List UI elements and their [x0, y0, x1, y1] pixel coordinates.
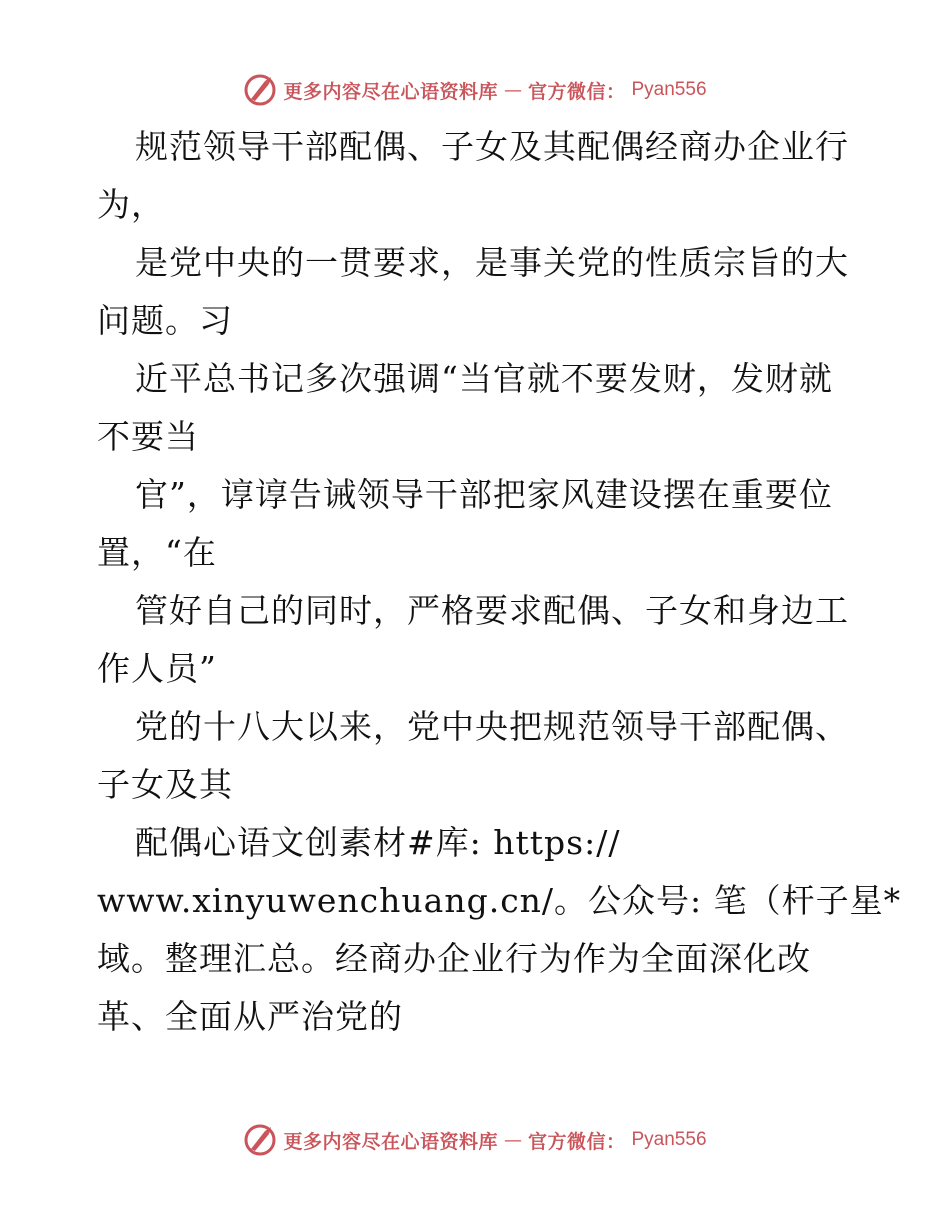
text-line: 近平总书记多次强调“当官就不要发财，发财就: [135, 359, 833, 398]
text-line: 官”，谆谆告诫领导干部把家风建设摆在重要位: [135, 475, 833, 514]
text-line: 问题。习: [97, 301, 233, 340]
text-line: 域。整理汇总。经商办企业行为作为全面深化改: [97, 939, 811, 978]
text-line: 革、全面从严治党的: [97, 997, 403, 1036]
quill-pen-logo-icon: [243, 73, 277, 107]
header-banner: [0, 70, 950, 110]
text-line: 是党中央的一贯要求，是事关党的性质宗旨的大: [135, 243, 849, 282]
text-line: 不要当: [97, 417, 199, 456]
banner-separator: —: [503, 79, 522, 101]
footer-banner: [0, 1120, 950, 1160]
text-line: 党的十八大以来，党中央把规范领导干部配偶、: [135, 707, 849, 746]
quill-pen-logo-icon: [243, 1123, 277, 1157]
text-line: 配偶心语文创素材#库: https://: [135, 823, 621, 862]
text-line: 子女及其: [97, 765, 233, 804]
document-body: [97, 118, 902, 1046]
wechat-label: 官方微信：: [527, 80, 626, 103]
text-line: 为，: [97, 185, 165, 224]
text-line: 管好自己的同时，严格要求配偶、子女和身边工: [135, 591, 849, 630]
text-line: www.xinyuwenchuang.cn/。公众号: 笔（杆子星*: [97, 881, 902, 920]
text-line: 作人员”: [97, 649, 217, 688]
banner-title: 更多内容尽在心语资料库: [283, 1130, 498, 1153]
wechat-label: 官方微信：: [527, 1130, 626, 1153]
banner-separator: —: [503, 1129, 522, 1151]
text-line: 规范领导干部配偶、子女及其配偶经商办企业行: [135, 127, 849, 166]
wechat-id: Pyan556: [631, 79, 707, 100]
text-line: 置，“在: [97, 533, 217, 572]
wechat-id: Pyan556: [631, 1129, 707, 1150]
banner-title: 更多内容尽在心语资料库: [283, 80, 498, 103]
